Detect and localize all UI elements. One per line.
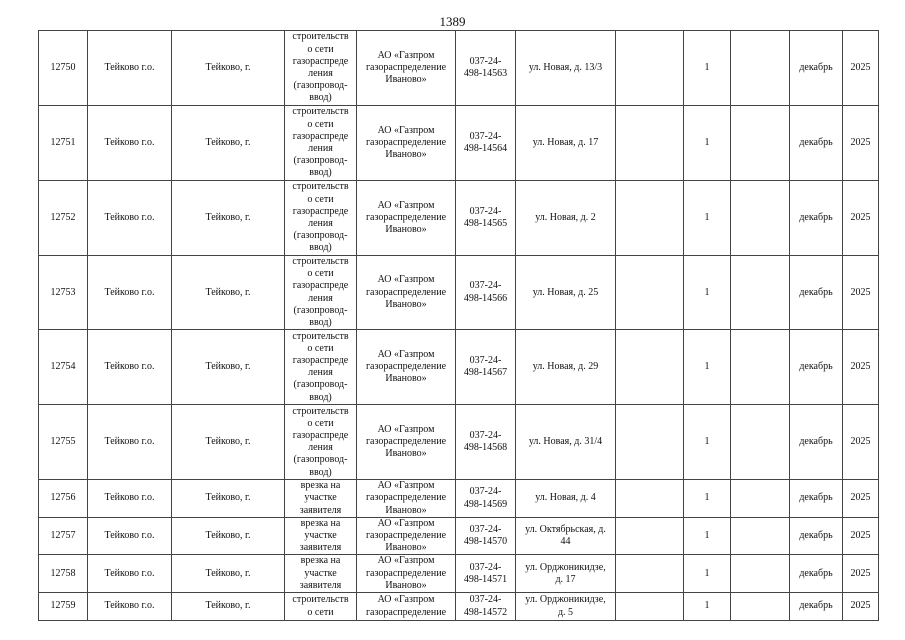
month-cell: декабрь: [790, 593, 843, 621]
organization-cell: АО «Газпром газораспределение Иваново»: [357, 106, 456, 181]
address-cell: ул. Орджоникидзе, д. 17: [516, 555, 616, 593]
row-number-cell: 12751: [39, 106, 88, 181]
quantity-cell: 1: [684, 106, 731, 181]
district-cell: Тейково г.о.: [88, 593, 172, 621]
page-number: 1389: [439, 14, 466, 29]
table-row: [39, 405, 879, 480]
organization-cell: АО «Газпром газораспределение Иваново»: [357, 517, 456, 555]
quantity-cell: 1: [684, 31, 731, 106]
empty-cell: [616, 405, 684, 480]
address-cell: ул. Новая, д. 17: [516, 106, 616, 181]
district-cell: Тейково г.о.: [88, 181, 172, 256]
locality-cell: Тейково, г.: [172, 31, 285, 106]
month-cell: декабрь: [790, 517, 843, 555]
locality-cell: Тейково, г.: [172, 555, 285, 593]
code-cell: 037-24- 498-14566: [456, 256, 516, 330]
organization-cell: АО «Газпром газораспределение Иваново»: [357, 405, 456, 480]
address-cell: ул. Новая, д. 25: [516, 256, 616, 330]
month-cell: декабрь: [790, 181, 843, 256]
code-cell: 037-24- 498-14572: [456, 593, 516, 621]
empty-cell: [731, 106, 790, 181]
organization-cell: АО «Газпром газораспределение Иваново»: [357, 555, 456, 593]
month-cell: декабрь: [790, 330, 843, 405]
locality-cell: Тейково, г.: [172, 593, 285, 621]
organization-cell: АО «Газпром газораспределение: [357, 593, 456, 621]
empty-cell: [616, 480, 684, 518]
work-type-cell: строительств о сети газораспреде ления (газопровод- ввод): [285, 181, 357, 256]
table-row: [39, 31, 879, 106]
year-cell: 2025: [843, 106, 879, 181]
district-cell: Тейково г.о.: [88, 106, 172, 181]
empty-cell: [731, 593, 790, 621]
district-cell: Тейково г.о.: [88, 517, 172, 555]
address-cell: ул. Орджоникидзе, д. 5: [516, 593, 616, 621]
year-cell: 2025: [843, 593, 879, 621]
work-type-cell: строительств о сети газораспреде ления (газопровод- ввод): [285, 106, 357, 181]
month-cell: декабрь: [790, 106, 843, 181]
year-cell: 2025: [843, 181, 879, 256]
empty-cell: [731, 330, 790, 405]
table-row: [39, 517, 879, 555]
quantity-cell: 1: [684, 181, 731, 256]
empty-cell: [616, 593, 684, 621]
work-type-cell: строительств о сети газораспреде ления (газопровод- ввод): [285, 330, 357, 405]
quantity-cell: 1: [684, 330, 731, 405]
address-cell: ул. Новая, д. 13/3: [516, 31, 616, 106]
month-cell: декабрь: [790, 31, 843, 106]
empty-cell: [616, 256, 684, 330]
code-cell: 037-24- 498-14563: [456, 31, 516, 106]
work-type-cell: строительств о сети газораспреде ления (газопровод- ввод): [285, 405, 357, 480]
locality-cell: Тейково, г.: [172, 480, 285, 518]
table-row: [39, 181, 879, 256]
code-cell: 037-24- 498-14567: [456, 330, 516, 405]
quantity-cell: 1: [684, 405, 731, 480]
registry-table: [38, 30, 879, 621]
empty-cell: [731, 31, 790, 106]
month-cell: декабрь: [790, 480, 843, 518]
empty-cell: [616, 106, 684, 181]
year-cell: 2025: [843, 31, 879, 106]
table-row: [39, 593, 879, 621]
organization-cell: АО «Газпром газораспределение Иваново»: [357, 330, 456, 405]
work-type-cell: строительств о сети газораспреде ления (газопровод- ввод): [285, 31, 357, 106]
year-cell: 2025: [843, 330, 879, 405]
work-type-cell: врезка на участке заявителя: [285, 517, 357, 555]
year-cell: 2025: [843, 517, 879, 555]
year-cell: 2025: [843, 555, 879, 593]
code-cell: 037-24- 498-14564: [456, 106, 516, 181]
code-cell: 037-24- 498-14568: [456, 405, 516, 480]
address-cell: ул. Новая, д. 4: [516, 480, 616, 518]
locality-cell: Тейково, г.: [172, 256, 285, 330]
empty-cell: [731, 405, 790, 480]
table-row: [39, 106, 879, 181]
code-cell: 037-24- 498-14570: [456, 517, 516, 555]
year-cell: 2025: [843, 405, 879, 480]
quantity-cell: 1: [684, 555, 731, 593]
work-type-cell: строительств о сети газораспреде ления (газопровод- ввод): [285, 256, 357, 330]
month-cell: декабрь: [790, 555, 843, 593]
empty-cell: [731, 181, 790, 256]
table-body: [39, 31, 879, 621]
organization-cell: АО «Газпром газораспределение Иваново»: [357, 256, 456, 330]
organization-cell: АО «Газпром газораспределение Иваново»: [357, 480, 456, 518]
empty-cell: [616, 181, 684, 256]
district-cell: Тейково г.о.: [88, 256, 172, 330]
row-number-cell: 12759: [39, 593, 88, 621]
row-number-cell: 12750: [39, 31, 88, 106]
locality-cell: Тейково, г.: [172, 330, 285, 405]
table-row: [39, 330, 879, 405]
year-cell: 2025: [843, 256, 879, 330]
code-cell: 037-24- 498-14571: [456, 555, 516, 593]
empty-cell: [731, 517, 790, 555]
row-number-cell: 12753: [39, 256, 88, 330]
locality-cell: Тейково, г.: [172, 517, 285, 555]
year-cell: 2025: [843, 480, 879, 518]
organization-cell: АО «Газпром газораспределение Иваново»: [357, 31, 456, 106]
row-number-cell: 12758: [39, 555, 88, 593]
empty-cell: [731, 480, 790, 518]
empty-cell: [731, 555, 790, 593]
district-cell: Тейково г.о.: [88, 480, 172, 518]
locality-cell: Тейково, г.: [172, 405, 285, 480]
empty-cell: [616, 555, 684, 593]
row-number-cell: 12755: [39, 405, 88, 480]
quantity-cell: 1: [684, 256, 731, 330]
row-number-cell: 12752: [39, 181, 88, 256]
address-cell: ул. Новая, д. 2: [516, 181, 616, 256]
address-cell: ул. Новая, д. 31/4: [516, 405, 616, 480]
table-row: [39, 480, 879, 518]
empty-cell: [616, 330, 684, 405]
district-cell: Тейково г.о.: [88, 405, 172, 480]
table-row: [39, 555, 879, 593]
month-cell: декабрь: [790, 405, 843, 480]
row-number-cell: 12754: [39, 330, 88, 405]
quantity-cell: 1: [684, 593, 731, 621]
code-cell: 037-24- 498-14569: [456, 480, 516, 518]
empty-cell: [616, 517, 684, 555]
work-type-cell: врезка на участке заявителя: [285, 555, 357, 593]
locality-cell: Тейково, г.: [172, 106, 285, 181]
month-cell: декабрь: [790, 256, 843, 330]
work-type-cell: строительств о сети: [285, 593, 357, 621]
quantity-cell: 1: [684, 480, 731, 518]
row-number-cell: 12756: [39, 480, 88, 518]
row-number-cell: 12757: [39, 517, 88, 555]
district-cell: Тейково г.о.: [88, 555, 172, 593]
empty-cell: [616, 31, 684, 106]
address-cell: ул. Новая, д. 29: [516, 330, 616, 405]
empty-cell: [731, 256, 790, 330]
work-type-cell: врезка на участке заявителя: [285, 480, 357, 518]
address-cell: ул. Октябрьская, д. 44: [516, 517, 616, 555]
district-cell: Тейково г.о.: [88, 31, 172, 106]
code-cell: 037-24- 498-14565: [456, 181, 516, 256]
quantity-cell: 1: [684, 517, 731, 555]
organization-cell: АО «Газпром газораспределение Иваново»: [357, 181, 456, 256]
district-cell: Тейково г.о.: [88, 330, 172, 405]
locality-cell: Тейково, г.: [172, 181, 285, 256]
table-row: [39, 256, 879, 330]
